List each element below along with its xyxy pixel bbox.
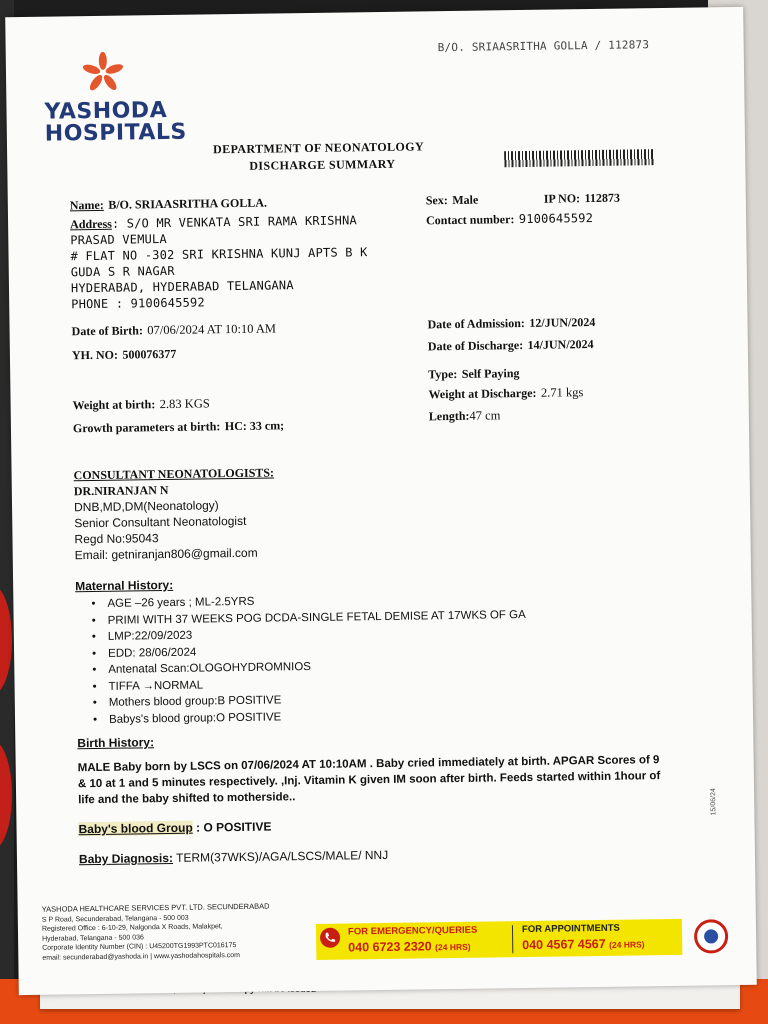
document-title: DISCHARGE SUMMARY [249,156,396,173]
address-line-5: HYDERABAD, HYDERABAD TELANGANA [70,278,294,296]
diagnosis-label: Baby Diagnosis: [78,850,174,867]
logo-text-yashoda: YASHODA [44,97,168,125]
birth-history-text [78,752,661,808]
growth-parameters-label: Growth parameters at birth: [72,419,221,436]
appointments-hours: (24 HRS) [609,939,645,950]
yh-number-label: YH. NO: [71,347,119,363]
admission-date-value: 12/JUN/2024 [529,314,596,330]
sex-row [426,191,479,210]
top-reference: B/O. SRIAASRITHA GOLLA / 112873 [437,38,650,55]
dob-value: 07/06/2024 AT 10:10 AM [147,321,277,338]
helpline-divider [512,925,513,953]
maternal-history-heading: Maternal History: [75,577,174,594]
ip-number-value: 112873 [584,190,621,206]
appointments-label: FOR APPOINTMENTS [521,922,620,936]
maternal-history-list [75,590,527,728]
type-label: Type: [428,366,458,382]
address-line-6: PHONE : 9100645592 [71,295,205,312]
birth-weight-row [73,394,210,414]
birth-weight-label: Weight at birth: [72,397,156,413]
phone-icon [320,928,340,948]
contact-value: 9100645592 [518,211,594,227]
address-block [70,212,368,312]
blood-group-value: : O POSITIVE [195,819,272,835]
address-line-3: # FLAT NO -302 SRI KRISHNA KUNJ APTS B K [70,245,368,264]
length-label: Length: [428,408,470,424]
admission-date-row [427,313,595,333]
maternal-history-item: • Antenatal Scan:OLOGOHYDROMNIOS [108,656,526,678]
address-label: Address [70,216,112,232]
diagnosis-row [79,848,388,866]
type-value: Self Paying [461,366,520,381]
maternal-history-item: • PRIMI WITH 37 WEEKS POG DCDA-SINGLE FETAL DEMISE AT 17WKS OF GA [108,606,526,628]
discharge-date-row [428,335,594,355]
yh-number-value: 500076377 [122,346,177,362]
side-date-stamp: 15/06/24 [710,788,718,816]
birth-history-line-2: & 10 at 1 and 5 minutes respectively. ,Inj. Vitamin K given IM soon after birth. Feeds started within 1hour of [77,770,661,791]
growth-parameters-value: HC: 33 cm; [224,418,285,434]
birth-history-line-1: MALE Baby born by LSCS on 07/06/2024 AT 10:10AM . Baby cried immediately at birth. APGAR Scores of 9 [77,754,660,775]
patient-name-row [70,194,267,215]
address-line-1: : S/O MR VENKATA SRI RAMA KRISHNA [111,213,357,231]
footer-address-line: Registered Office : 6-10-29, Nalgonda X Roads, Malakpet, [41,923,223,933]
contact-row [426,209,593,229]
discharge-weight-value: 2.71 kgs [540,385,584,400]
address-line-4: GUDA S R NAGAR [70,263,175,280]
type-row [428,364,519,383]
sex-label: Sex: [425,193,448,208]
footer-address-line: email: secunderabad@yashoda.in | www.yashodahospitals.com [42,951,241,962]
consultant-regd: Regd No:95043 [74,531,159,547]
consultant-email: Email: getniranjan806@gmail.com [74,545,258,563]
maternal-history-item: • Mothers blood group:B POSITIVE [109,689,527,711]
maternal-history-item: • TIFFA →NORMAL [108,672,526,694]
dob-row [71,319,276,340]
yh-number-row [72,345,177,364]
department-title: DEPARTMENT OF NEONATOLOGY [212,139,425,157]
footer-address-line: Corporate Identity Number (CIN) : U45200TG1993PTC016175 [42,942,237,952]
appointments-number [522,936,645,952]
growth-parameters-row [73,416,284,437]
footer-address-line: Hyderabad, Telangana - 500 036 [42,933,144,943]
emergency-hours: (24 HRS) [435,941,471,953]
diagnosis-value: TERM(37WKS)/AGA/LSCS/MALE/ NNJ [176,847,389,865]
discharge-summary-page [5,7,757,995]
emergency-number-digits: 040 6723 2320 [348,939,432,955]
helpline-box [316,919,682,960]
blood-group-label: Baby's blood Group [78,820,193,837]
contact-label: Contact number: [425,212,515,228]
ip-number-row [544,189,620,208]
birth-weight-value: 2.83 KGS [159,396,210,412]
blood-group-row [78,820,271,837]
discharge-date-value: 14/JUN/2024 [527,337,594,352]
discharge-date-label: Date of Discharge: [427,338,524,354]
consultant-title: Senior Consultant Neonatologist [74,513,247,531]
consultant-degrees: DNB,MD,DM(Neonatology) [73,498,219,515]
footer-company: YASHODA HEALTHCARE SERVICES PVT. LTD. SECUNDERABAD [41,901,270,914]
emergency-label: FOR EMERGENCY/QUERIES [347,924,478,938]
logo-text-hospitals: HOSPITALS [44,119,187,147]
maternal-history-item: • Babys's blood group:O POSITIVE [109,705,527,727]
emergency-number [348,939,471,955]
sex-value: Male [452,192,479,207]
address-line-2: PRASAD VEMULA [70,231,167,248]
footer-address [42,902,271,963]
ip-number-label: IP NO: [543,191,581,206]
maternal-history-item: • AGE –26 years ; ML-2.5YRS [107,590,525,612]
yashoda-flower-logo-icon [78,49,129,101]
admission-date-label: Date of Admission: [427,315,525,332]
maternal-history-item: • LMP:22/09/2023 [108,623,526,645]
accreditation-seal-icon [694,919,728,953]
footer-address-line: S P Road, Secunderabad, Telangana - 500 003 [41,914,189,924]
patient-name-value: B/O. SRIAASRITHA GOLLA. [108,195,268,212]
barcode [504,149,654,167]
consultant-name: DR.NIRANJAN N [73,482,169,499]
consultant-heading: CONSULTANT NEONATOLOGISTS: [73,465,275,483]
birth-history-line-3: life and the baby shifted to motherside.. [78,791,296,807]
birth-history-heading: Birth History: [77,735,155,751]
discharge-weight-label: Weight at Discharge: [428,385,537,402]
dob-label: Date of Birth: [71,323,144,339]
patient-name-label: Name: [69,197,104,213]
length-value: 47 cm [469,408,501,423]
length-row [429,406,501,425]
appointments-number-digits: 040 4567 4567 [522,936,606,953]
maternal-history-item: • EDD: 28/06/2024 [108,639,526,661]
discharge-weight-row [428,383,583,403]
